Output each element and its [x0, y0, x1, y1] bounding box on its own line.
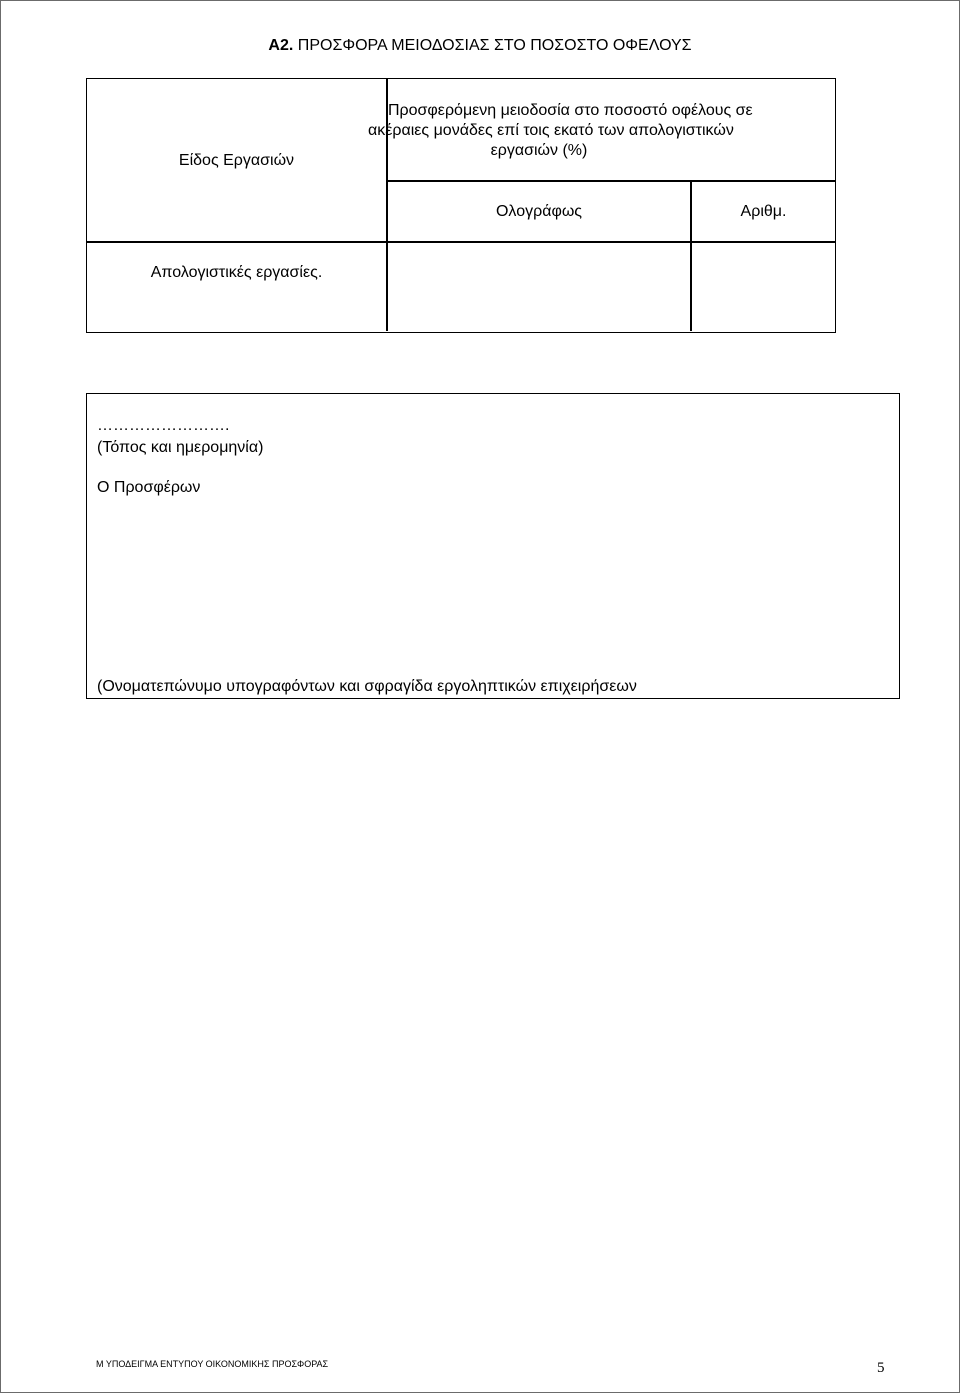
table-divider-horizontal-1	[386, 180, 835, 182]
title-prefix: Α2.	[268, 37, 294, 54]
discount-header-line-1: Προσφερόμενη μειοδοσία στο ποσοστό οφέλους σε	[388, 102, 753, 119]
page-title	[0, 36, 960, 56]
discount-header-line-2: ακέραιες μονάδες επί τοις εκατό των απολογιστικών	[368, 122, 734, 139]
row-words-field[interactable]	[388, 243, 690, 331]
sub-header-words: Ολογράφως	[495, 203, 583, 220]
footer-form-name: Μ ΥΠΟΔΕΙΓΜΑ ΕΝΤΥΠΟΥ ΟΙΚΟΝΟΜΙΚΗΣ ΠΡΟΣΦΟΡΑΣ	[96, 1359, 329, 1369]
offer-table	[86, 78, 836, 333]
row-label: Απολογιστικές εργασίες.	[150, 264, 323, 281]
title-text: ΠΡΟΣΦΟΡΑ ΜΕΙΟΔΟΣΙΑΣ ΣΤΟ ΠΟΣΟΣΤΟ ΟΦΕΛΟΥΣ	[297, 37, 692, 54]
discount-header	[368, 101, 753, 161]
bidder-label: Ο Προσφέρων	[97, 479, 201, 496]
signature-box	[86, 393, 900, 699]
col-type-header: Είδος Εργασιών	[178, 152, 295, 169]
page-number: 5	[877, 1360, 885, 1376]
sub-header-number: Αριθμ.	[740, 203, 787, 220]
signers-label: (Ονοματεπώνυμο υπογραφόντων και σφραγίδα εργοληπτικών επιχειρήσεων	[97, 678, 637, 695]
discount-header-line-3: εργασιών (%)	[490, 142, 588, 159]
dots-line: …………………….	[97, 417, 230, 434]
place-date-label: (Τόπος και ημερομηνία)	[97, 439, 264, 456]
row-number-field[interactable]	[692, 243, 835, 331]
